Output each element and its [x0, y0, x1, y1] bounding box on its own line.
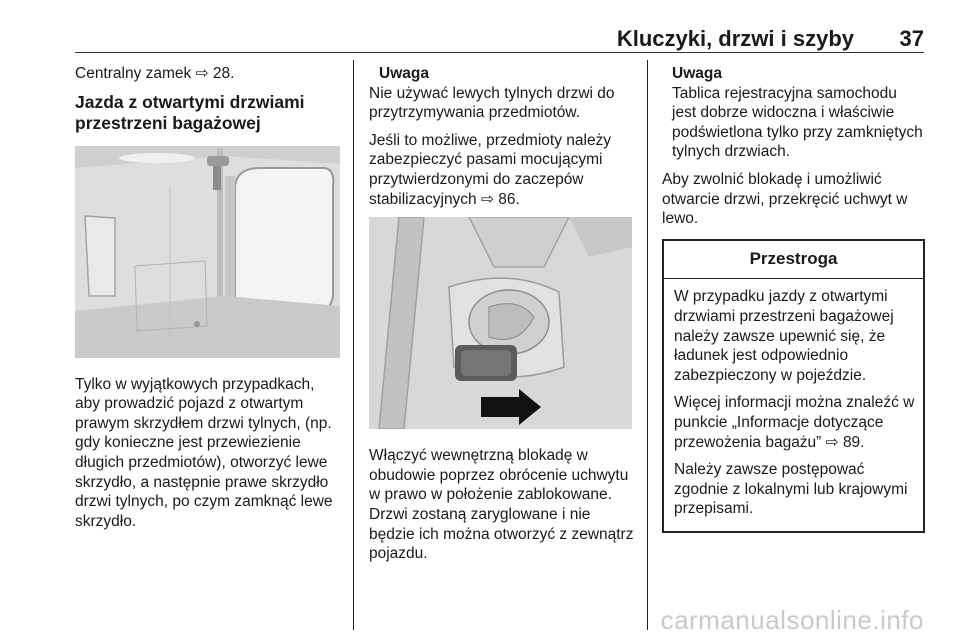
- door-lock-handle-illustration: [369, 217, 632, 429]
- warning-box: [662, 239, 925, 533]
- body-text: Jeśli to możliwe, przedmioty należy zabezpieczyć pasami mocującymi przytwierdzonymi do zaczepów stabilizacyjnych ⇨ 86.: [369, 131, 612, 208]
- column-divider: [353, 60, 354, 630]
- warning-title: Przestroga: [664, 241, 923, 280]
- body-text: Włączyć wewnętrzną blokadę w obudowie poprzez obrócenie uchwytu w prawo w położenie zablokowane. Drzwi zostaną zaryglowane i nie będzie ich można otworzyć z zewnątrz pojazdu.: [369, 447, 634, 563]
- cross-reference: Centralny zamek ⇨ 28.: [75, 65, 235, 82]
- note-text: Nie używać lewych tylnych drzwi do przytrzymywania przedmiotów.: [369, 84, 615, 122]
- note-label: Uwaga: [379, 65, 429, 82]
- watermark: carmanualsonline.info: [660, 605, 924, 635]
- warning-body: [664, 279, 923, 531]
- warning-paragraph: W przypadku jazdy z otwartymi drzwiami przestrzeni bagażowej należy zawsze upewnić się, że ładunek jest odpowiednio zabezpieczony w pojeździe.: [674, 288, 894, 384]
- note-text: Tablica rejestracyjna samochodu jest dobrze widoczna i właściwie podświetlona tylko przy zamkniętych tylnych drzwiach.: [672, 84, 923, 161]
- body-text: Aby zwolnić blokadę i umożliwić otwarcie drzwi, przekręcić uchwyt w lewo.: [662, 170, 908, 228]
- column-left: [75, 64, 340, 539]
- note-label: Uwaga: [672, 65, 722, 82]
- warning-paragraph: Więcej informacji można znaleźć w punkcie „Informacje dotyczące przewożenia bagażu” ⇨ 89.: [674, 394, 915, 451]
- header-divider: [75, 52, 924, 53]
- van-cargo-interior-illustration: [75, 146, 340, 358]
- door-lock-drawing: [369, 217, 632, 429]
- page-header: [75, 22, 924, 50]
- warning-paragraph: Należy zawsze postępować zgodnie z lokalnymi lub krajowymi przepisami.: [674, 461, 908, 518]
- body-text: Tylko w wyjątkowych przypadkach, aby prowadzić pojazd z otwartym prawym skrzydłem drzwi tylnych, (np. gdy konieczne jest przewiezienie długich przedmiotów), otworzyć lewe skrzydło, a następnie prawe skrzydło drzwi tylnych, po czym zamknąć lewe skrzydło.: [75, 375, 333, 530]
- section-heading: Jazda z otwartymi drzwiami przestrzeni bagażowej: [75, 91, 305, 133]
- column-middle: [369, 64, 635, 572]
- section-title: Kluczyki, drzwi i szyby: [616, 26, 854, 51]
- column-divider: [647, 60, 648, 630]
- van-interior-drawing: [75, 146, 340, 358]
- page-number: 37: [899, 26, 924, 51]
- column-right: [662, 64, 925, 533]
